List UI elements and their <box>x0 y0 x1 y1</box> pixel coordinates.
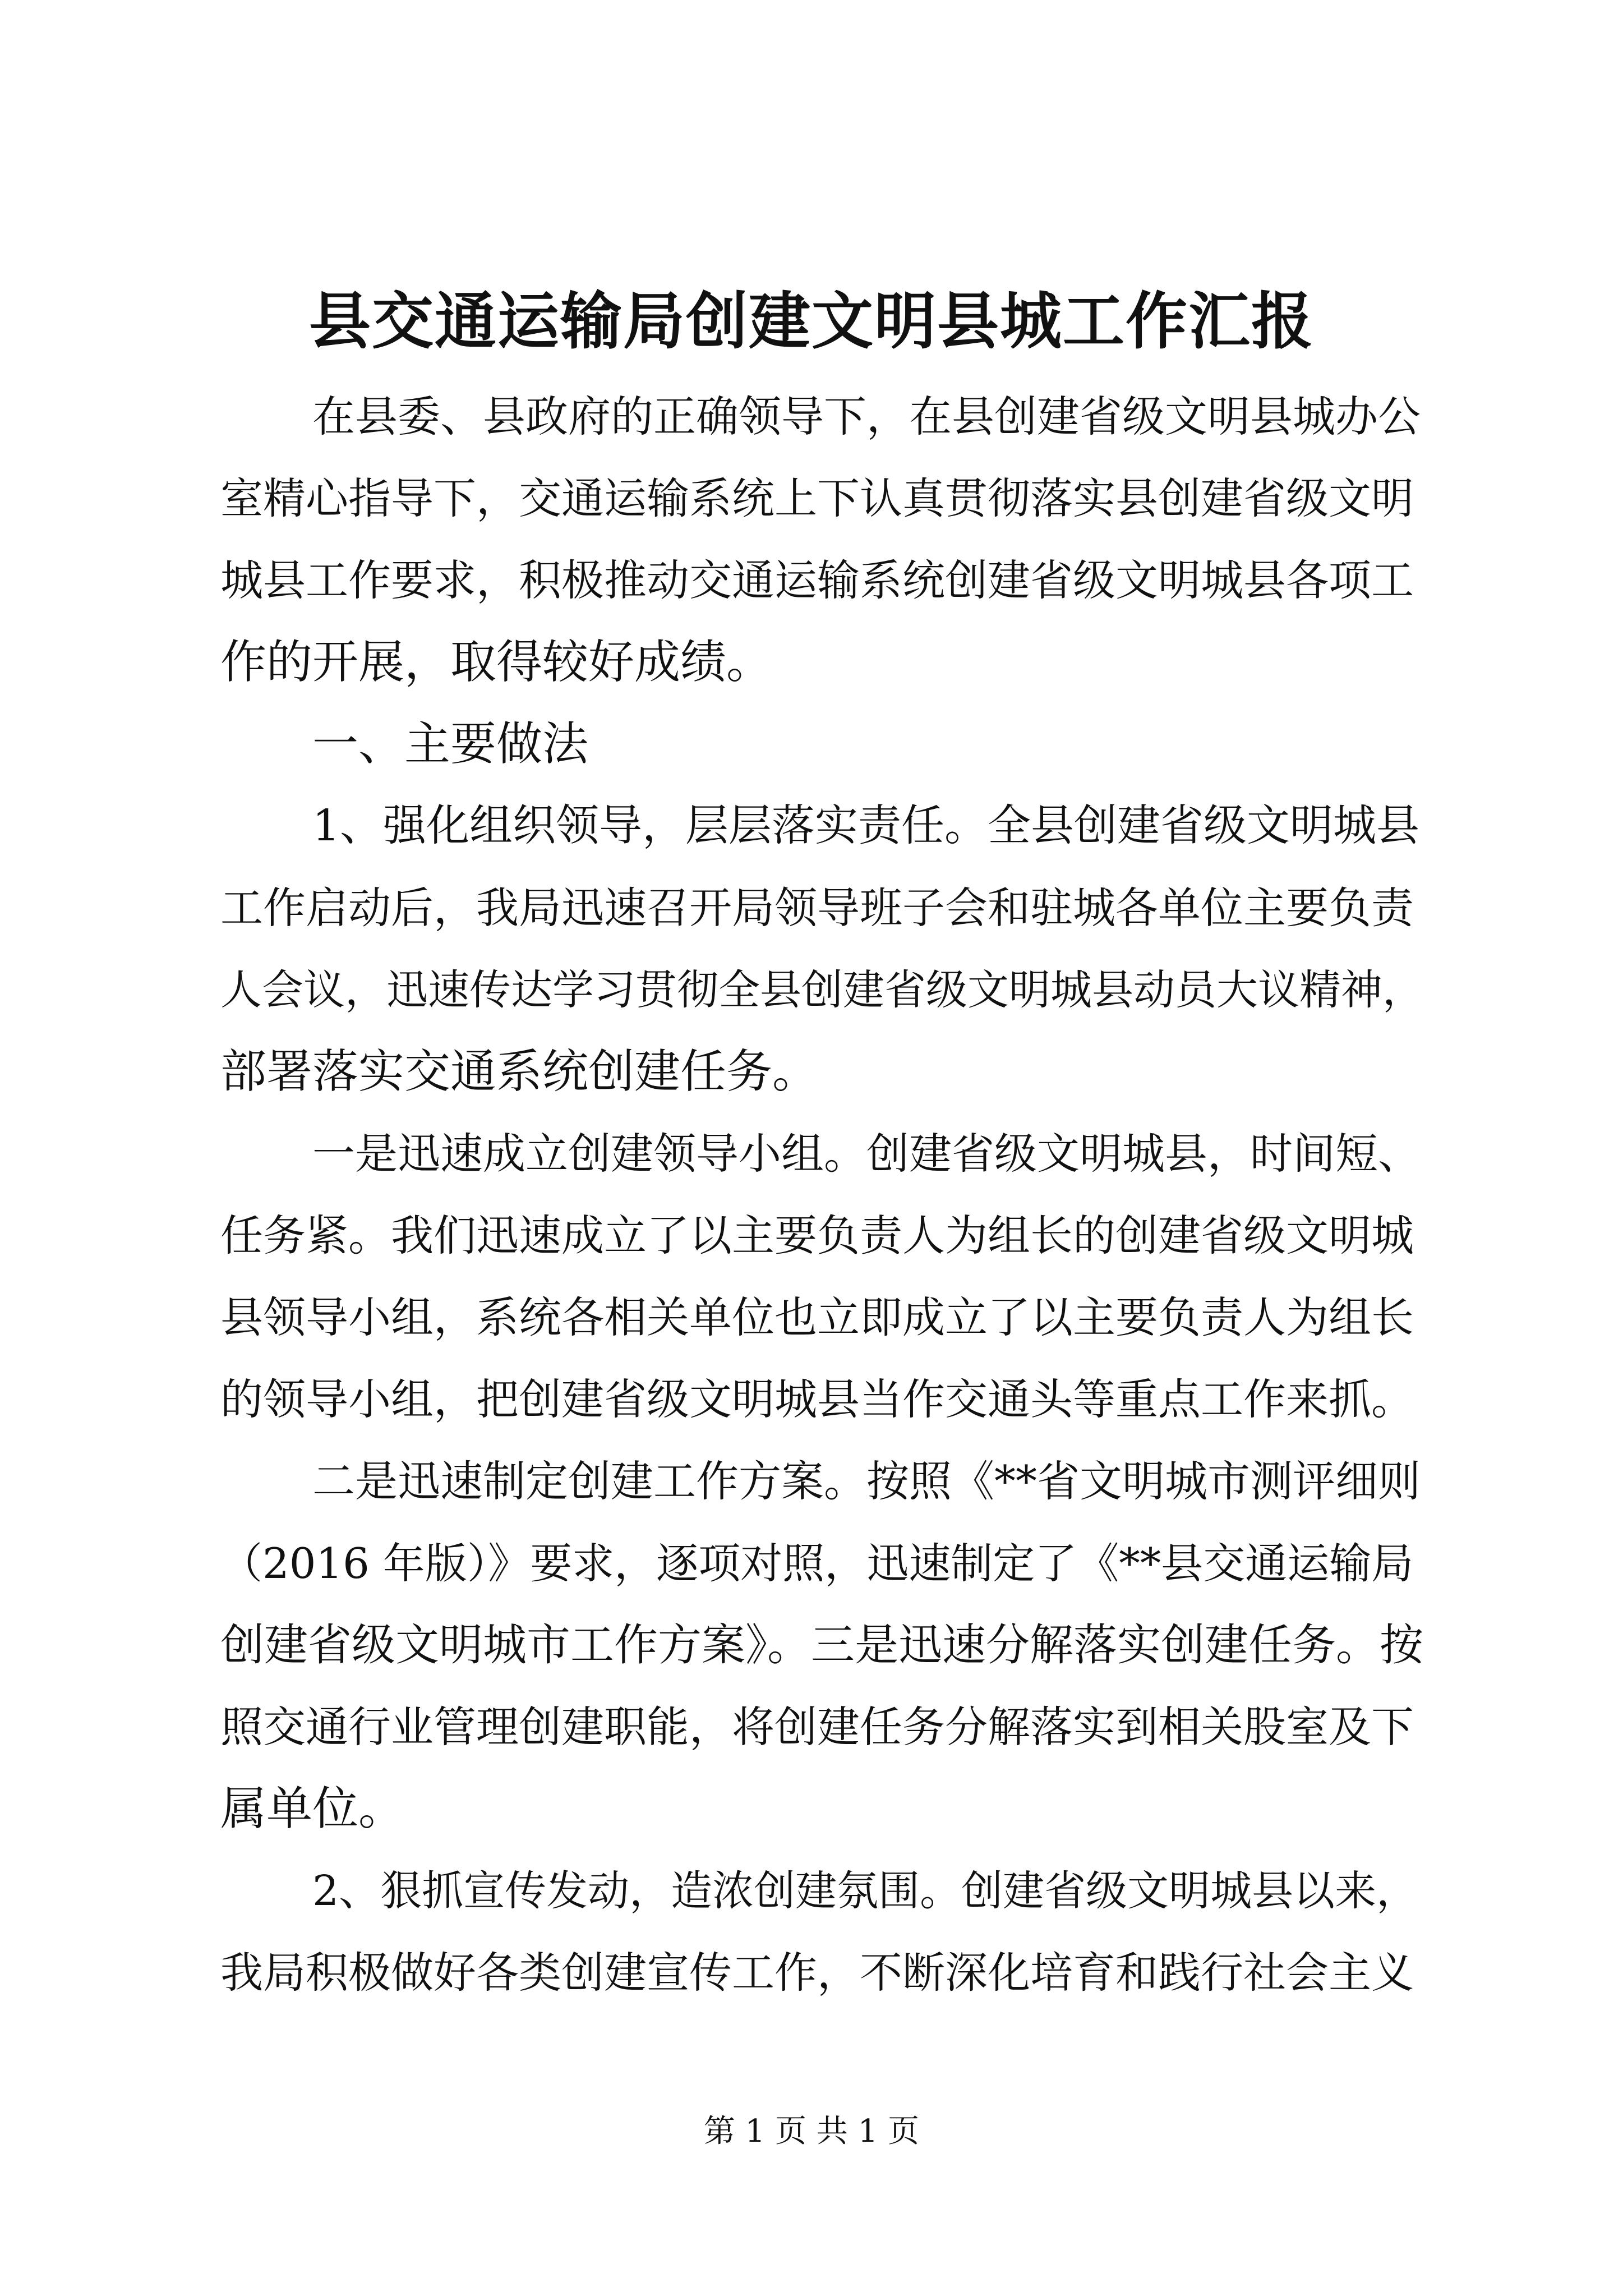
text-line: 县领导小组，系统各相关单位也立即成立了以主要负责人为组长 <box>220 1292 1414 1342</box>
text-line: 属单位。 <box>220 1782 405 1835</box>
text-line: 照交通行业管理创建职能，将创建任务分解落实到相关股室及下 <box>220 1702 1414 1752</box>
text-line: （2016 年版）》要求，逐项对照，迅速制定了《**县交通运输局 <box>220 1539 1414 1588</box>
text-line: 任务紧。我们迅速成立了以主要负责人为组长的创建省级文明城 <box>220 1211 1414 1260</box>
paragraph-item-1 <box>220 785 1426 1113</box>
text-line: 部署落实交通系统创建任务。 <box>220 1045 819 1098</box>
text-line: 2、狠抓宣传发动，造浓创建氛围。创建省级文明城县以来， <box>312 1867 1418 1915</box>
section-heading <box>220 703 1426 785</box>
text-line: 人会议，迅速传达学习贯彻全县创建省级文明城县动员大议精神， <box>220 966 1424 1014</box>
paragraph-intro <box>220 376 1426 703</box>
text-line: 的领导小组，把创建省级文明城县当作交通头等重点工作来抓。 <box>220 1374 1414 1424</box>
document-title: 县交通运输局创建文明县城工作汇报 <box>309 285 1314 357</box>
text-line: 作的开展，取得较好成绩。 <box>220 636 773 689</box>
text-line: 1、强化组织领导，层层落实责任。全县创建省级文明城县 <box>312 801 1419 851</box>
page-footer: 第 1 页 共 1 页 <box>703 2113 920 2150</box>
text-line: 工作启动后，我局迅速召开局领导班子会和驻城各单位主要负责 <box>220 883 1414 933</box>
paragraph-item-2 <box>220 1850 1426 2014</box>
text-line: 创建省级文明城市工作方案》。三是迅速分解落实创建任务。按 <box>220 1620 1424 1671</box>
document-body <box>220 376 1426 2014</box>
paragraph-sub-1 <box>220 1113 1426 1441</box>
text-line: 室精心指导下，交通运输系统上下认真贯彻落实县创建省级文明 <box>220 473 1414 523</box>
text-line: 一是迅速成立创建领导小组。创建省级文明城县，时间短、 <box>312 1129 1421 1179</box>
text-line: 一、主要做法 <box>312 717 589 771</box>
text-line: 城县工作要求，积极推动交通运输系统创建省级文明城县各项工 <box>220 555 1414 605</box>
text-line: 在县委、县政府的正确领导下，在县创建省级文明县城办公 <box>312 392 1421 441</box>
text-line: 二是迅速制定创建工作方案。按照《**省文明城市测评细则 <box>312 1456 1421 1506</box>
text-line: 我局积极做好各类创建宣传工作，不断深化培育和践行社会主义 <box>220 1948 1414 1998</box>
paragraph-sub-2 <box>220 1441 1426 1850</box>
